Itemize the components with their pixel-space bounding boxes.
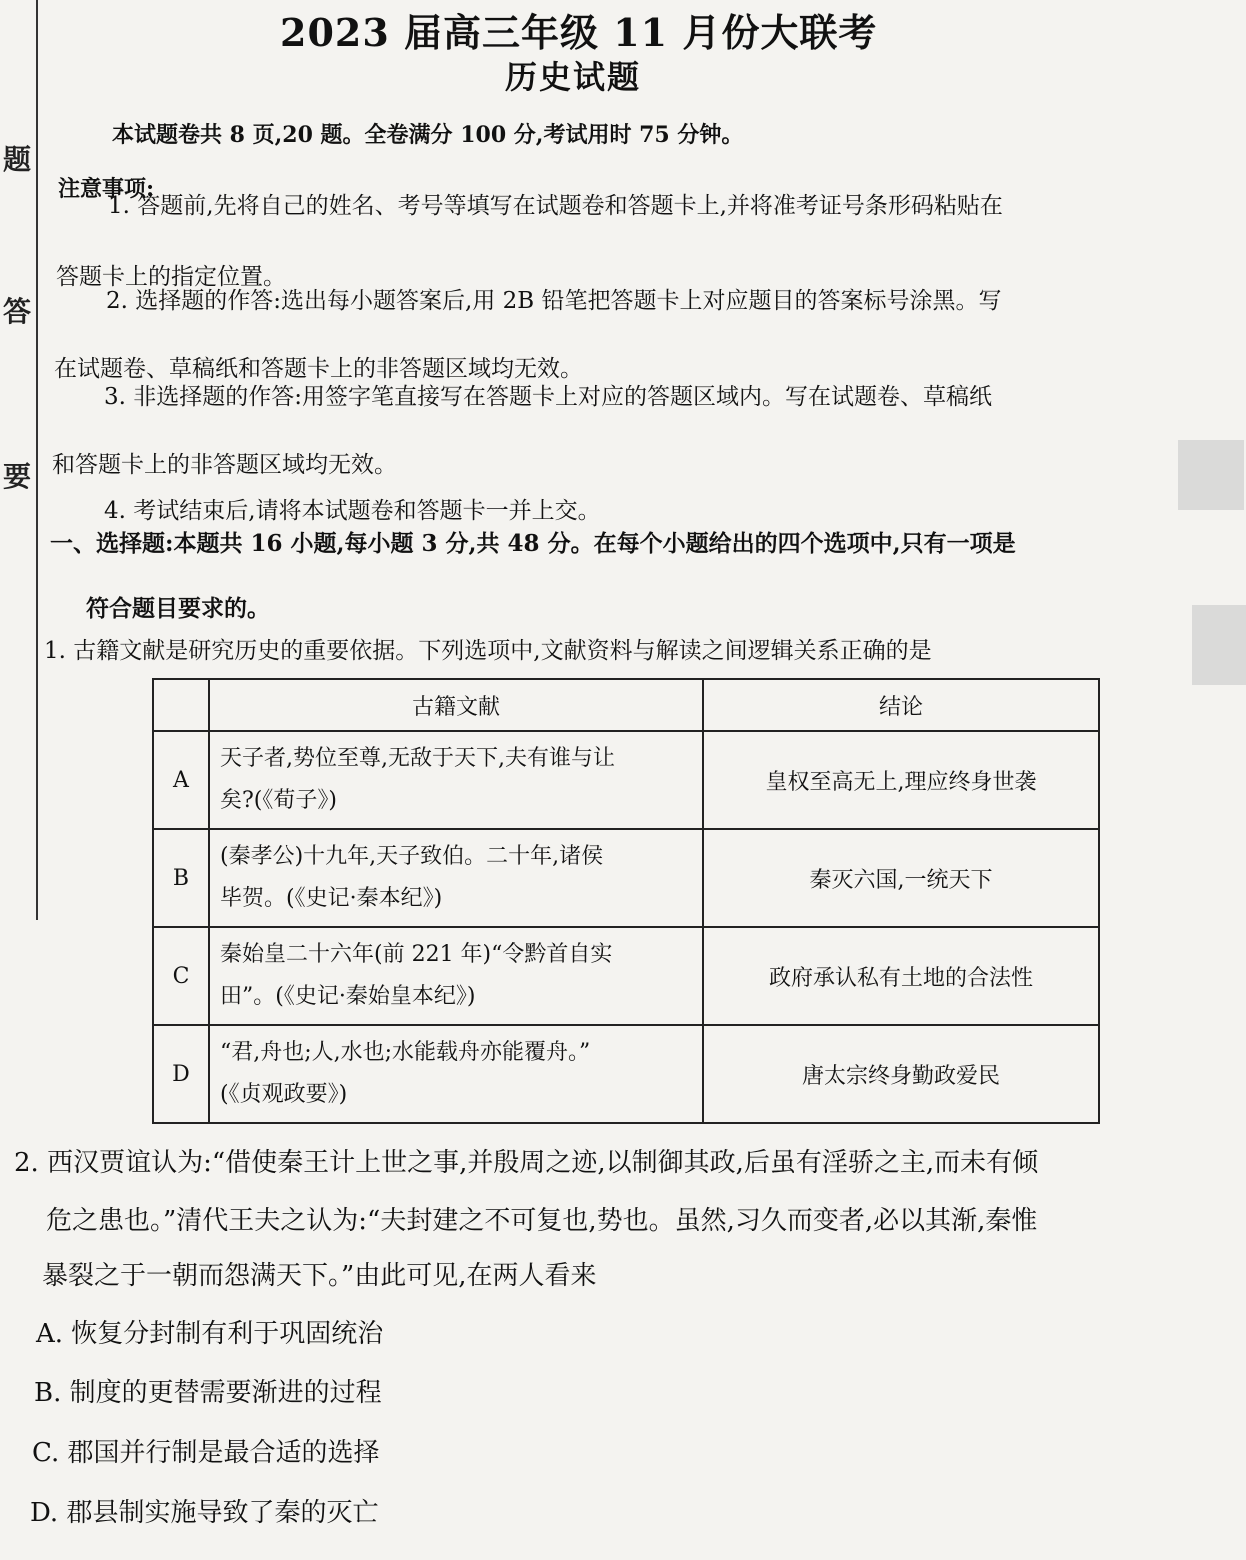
table-header-doc: 古籍文献: [209, 679, 703, 731]
notes-heading: 注意事项:: [58, 176, 155, 202]
note-line: 在试题卷、草稿纸和答题卡上的非答题区域均无效。: [54, 356, 583, 382]
table-header-blank: [153, 679, 209, 731]
exam-intro: 本试题卷共 8 页,20 题。全卷满分 100 分,考试用时 75 分钟。: [112, 122, 744, 148]
table-row: [153, 1025, 1099, 1123]
doc-line: (《贞观政要》): [220, 1082, 348, 1107]
section-heading-cont: 符合题目要求的。: [86, 595, 270, 622]
conclusion-cell: 秦灭六国,一统天下: [703, 829, 1099, 927]
table-row: [153, 731, 1099, 829]
table-header-row: [153, 679, 1099, 731]
binding-char-3: 要: [2, 460, 31, 493]
doc-line: “君,舟也;人,水也;水能载舟亦能覆舟。”: [220, 1040, 591, 1065]
answer-option-d: D. 郡县制实施导致了秦的灭亡: [30, 1498, 379, 1528]
conclusion-cell: 皇权至高无上,理应终身世袭: [703, 731, 1099, 829]
option-label: B: [153, 829, 209, 927]
scan-smudge: [1178, 440, 1244, 510]
binding-char-2: 答: [2, 295, 31, 328]
section-heading: 一、选择题:本题共 16 小题,每小题 3 分,共 48 分。在每个小题给出的四个选项中,只有一项是: [50, 530, 1016, 557]
doc-cell: [209, 1025, 703, 1123]
doc-line: 田”。(《史记·秦始皇本纪》): [220, 984, 476, 1009]
q2-stem-line: 危之患也。”清代王夫之认为:“夫封建之不可复也,势也。虽然,习久而变者,必以其渐,秦惟: [46, 1206, 1038, 1236]
doc-line: 矣?(《荀子》): [220, 788, 337, 813]
table-row: [153, 829, 1099, 927]
note-line: 4. 考试结束后,请将本试题卷和答题卡一并上交。: [104, 498, 601, 524]
table-header-conclusion: 结论: [703, 679, 1099, 731]
binding-char-1: 题: [2, 143, 31, 176]
q2-stem-line: 暴裂之于一朝而怨满天下。”由此可见,在两人看来: [42, 1261, 597, 1291]
doc-line: 天子者,势位至尊,无敌于天下,夫有谁与让: [220, 746, 615, 771]
answer-option-b: B. 制度的更替需要渐进的过程: [34, 1378, 382, 1408]
scan-smudge: [1192, 605, 1246, 685]
doc-line: 毕贺。(《史记·秦本纪》): [220, 886, 443, 911]
option-label: D: [153, 1025, 209, 1123]
q2-stem-line: 2. 西汉贾谊认为:“借使秦王计上世之事,并殷周之迹,以制御其政,后虽有淫骄之主,而未有倾: [14, 1148, 1039, 1178]
doc-line: (秦孝公)十九年,天子致伯。二十年,诸侯: [220, 844, 604, 869]
conclusion-cell: 唐太宗终身勤政爱民: [703, 1025, 1099, 1123]
doc-cell: [209, 927, 703, 1025]
note-line: 1. 答题前,先将自己的姓名、考号等填写在试题卷和答题卡上,并将准考证号条形码粘贴在: [108, 193, 1003, 219]
note-line: 答题卡上的指定位置。: [56, 264, 286, 290]
conclusion-cell: 政府承认私有土地的合法性: [703, 927, 1099, 1025]
exam-title: 2023 届高三年级 11 月份大联考: [280, 10, 878, 55]
note-line: 3. 非选择题的作答:用签字笔直接写在答题卡上对应的答题区域内。写在试题卷、草稿纸: [104, 384, 993, 410]
note-line: 和答题卡上的非答题区域均无效。: [52, 452, 397, 478]
binding-line: [36, 0, 38, 920]
option-label: C: [153, 927, 209, 1025]
doc-cell: [209, 829, 703, 927]
option-label: A: [153, 731, 209, 829]
subject-title: 历史试题: [505, 58, 642, 96]
answer-option-c: C. 郡国并行制是最合适的选择: [32, 1438, 380, 1468]
table-row: [153, 927, 1099, 1025]
note-line: 2. 选择题的作答:选出每小题答案后,用 2B 铅笔把答题卡上对应题目的答案标号涂黑。写: [106, 288, 1002, 314]
q1-table: [152, 678, 1100, 1124]
q1-stem: 1. 古籍文献是研究历史的重要依据。下列选项中,文献资料与解读之间逻辑关系正确的是: [44, 638, 932, 664]
doc-line: 秦始皇二十六年(前 221 年)“令黔首自实: [220, 942, 613, 967]
doc-cell: [209, 731, 703, 829]
answer-option-a: A. 恢复分封制有利于巩固统治: [36, 1319, 384, 1349]
